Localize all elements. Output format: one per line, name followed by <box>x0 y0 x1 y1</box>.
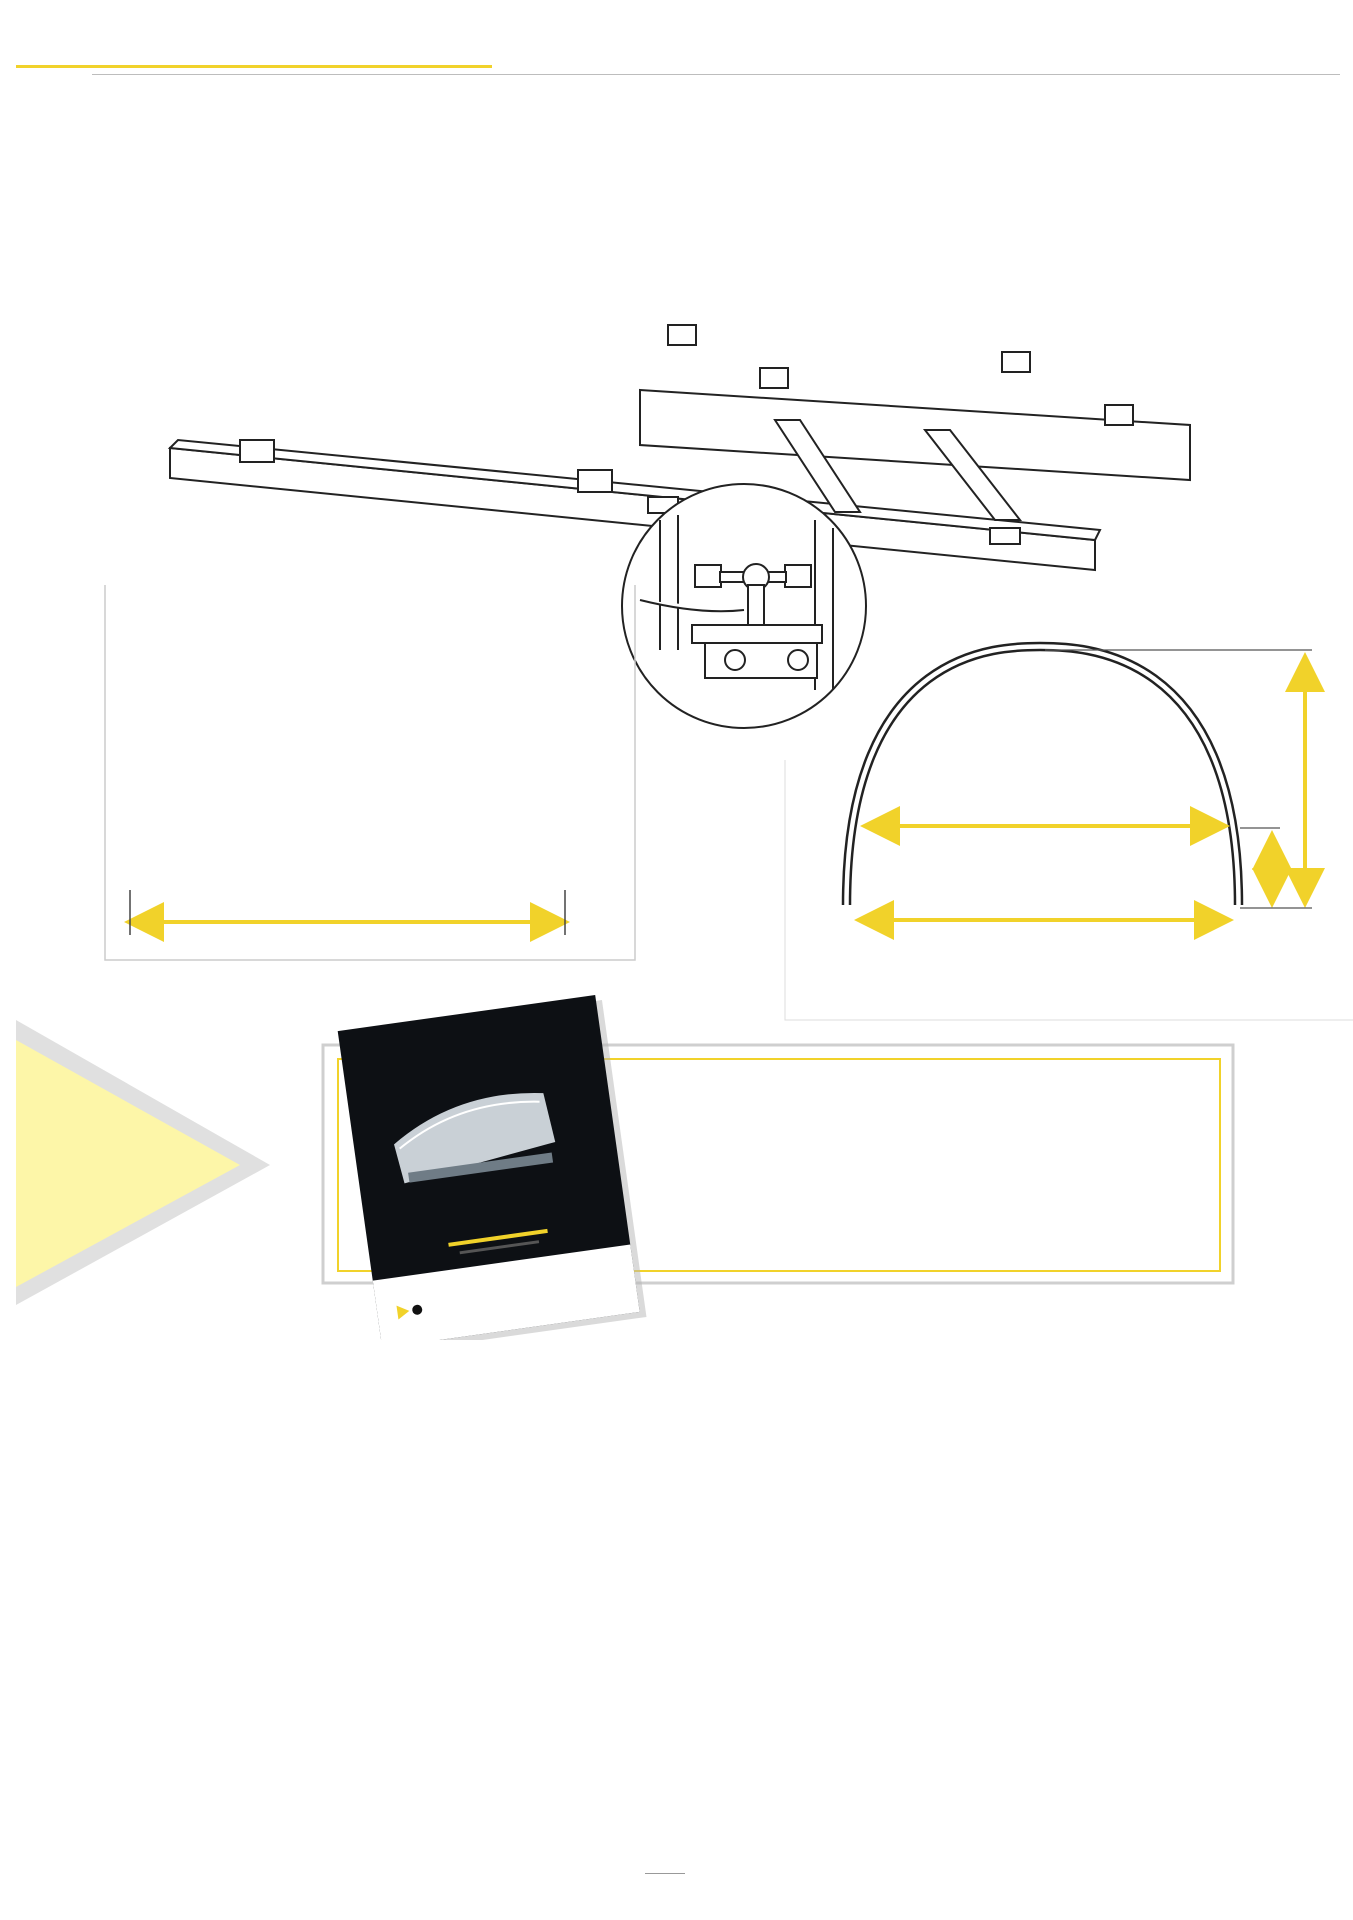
page-number-rule <box>645 1873 685 1874</box>
bracket-detail-circle <box>622 484 866 728</box>
promo-arrow-shape <box>16 1020 270 1305</box>
profile-dimensions <box>862 660 1305 920</box>
profile-diagram-frame <box>785 760 1353 1020</box>
profile-arch <box>843 643 1242 905</box>
brochure-image <box>338 994 647 1340</box>
width-dimension <box>130 890 565 935</box>
corrugated-sheet-front-view <box>105 585 635 960</box>
